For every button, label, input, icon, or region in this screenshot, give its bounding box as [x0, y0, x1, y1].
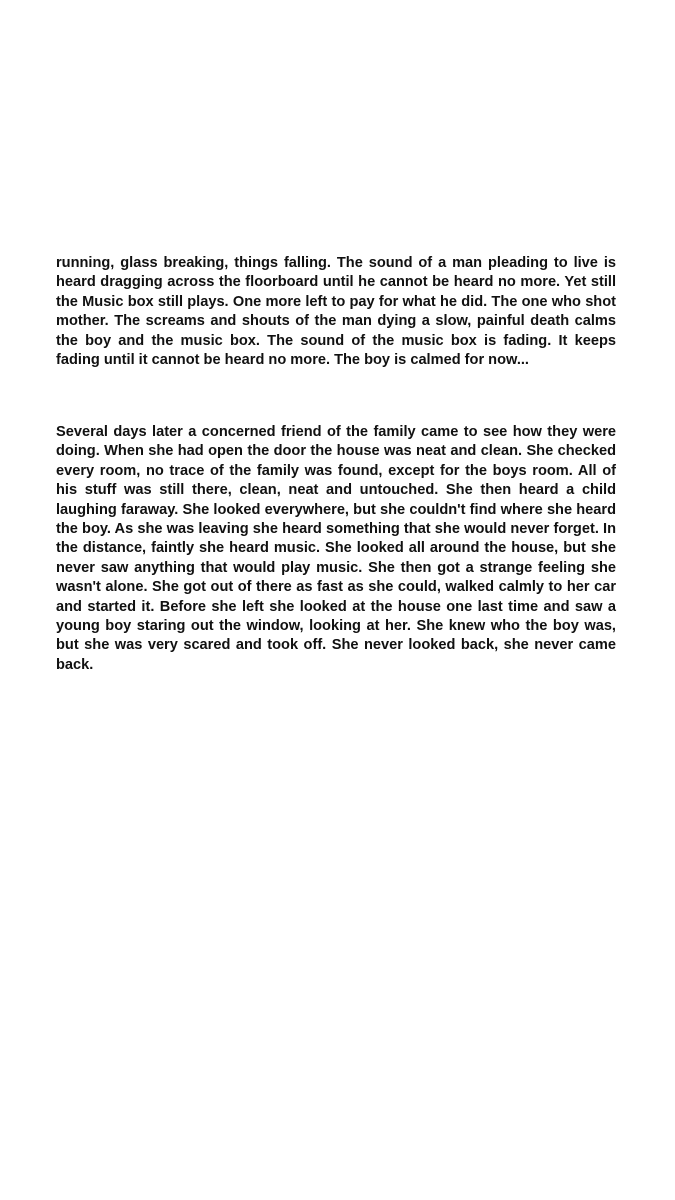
paragraph-text: running, glass breaking, things falling. The sound of a man pleading to live is heard dragging across the floorboard until he cannot be heard no more. Yet still the Music box still plays. One more left to pay for what he did. The one who shot mother. The screams and shouts of the man dying a slow, painful death calms the boy and the music box. The sound of the music box is fading. It keeps fading until it cannot be heard no more. The boy is calmed for now...: [56, 255, 616, 369]
story-paragraph-1: [56, 254, 616, 370]
story-paragraph-2: [56, 423, 616, 675]
paragraph-text: Several days later a concerned friend of the family came to see how they were doing. When she had open the door the house was neat and clean. She checked every room, no trace of the family was found, except for the boys room. All of his stuff was still there, clean, neat and untouched. She then heard a child laughing faraway. She looked everywhere, but she couldn't find where she heard the boy. As she was leaving she heard something that she would never forget. In the distance, faintly she heard music. She looked all around the house, but she never saw anything that would play music. She then got a strange feeling she wasn't alone. She got out of there as fast as she could, walked calmly to her car and started it. Before she left she looked at the house one last time and saw a young boy staring out the window, looking at her. She knew who the boy was, but she was very scared and took off. She never looked back, she never came back.: [56, 424, 616, 673]
